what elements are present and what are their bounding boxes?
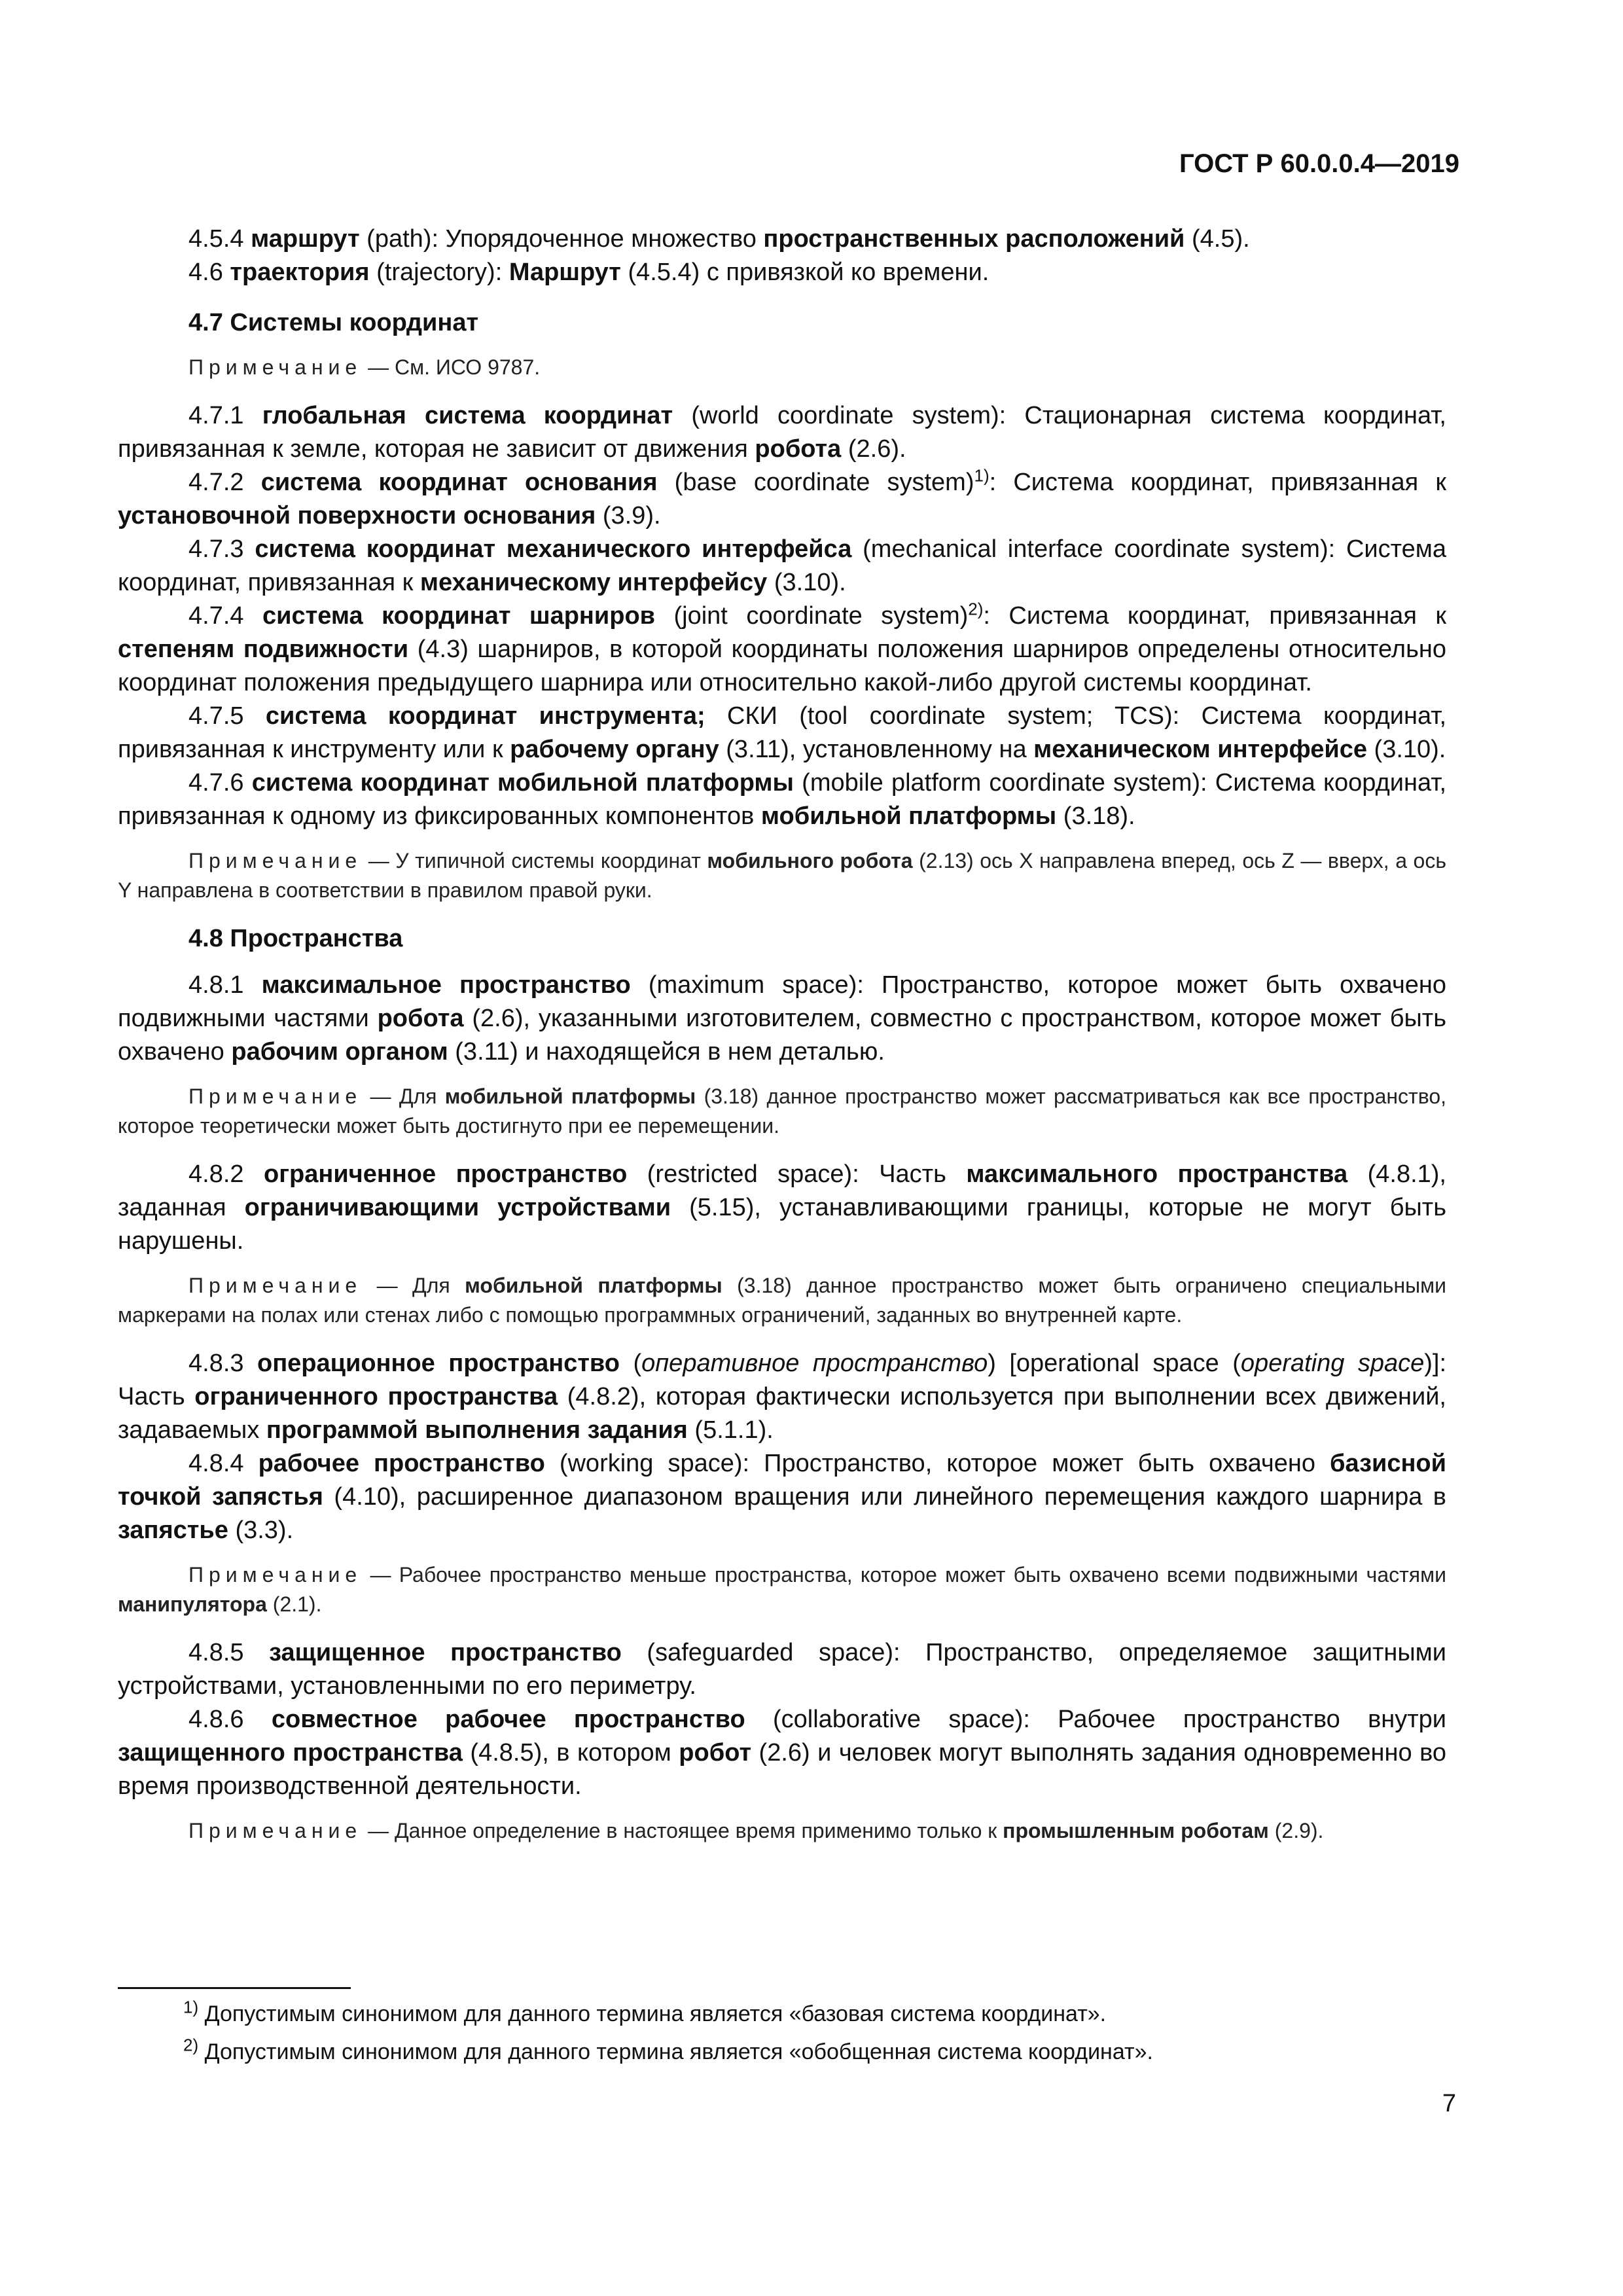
footnote-ref-2: 2) [968,599,984,619]
footnote-ref-1: 1) [974,465,990,486]
note-4-8-2: Примечание — Для мобильной платформы (3.18) данное пространство может быть ограничено специальными маркерами на полах или стенах либо с помощью программных ограничений, заданных во внутренней карте. [118,1274,1447,1327]
term-4-7-6: 4.7.6 система координат мобильной платформы (mobile platform coordinate system): Система координат, привязанная к одному из фиксированных компонентов мобильной платформы (3.18). [118,769,1447,830]
footnote-2: $^{2)}$ Допустимым синонимом для данного термина является «обобщенная система координат». [183,2035,1153,2064]
page-number: 7 [1442,2090,1456,2117]
note-4-8-6: Примечание — Данное определение в настоящее время применимо только к промышленным роботам (2.9). [188,1819,1324,1842]
footnote-separator [118,1987,351,1989]
term-4-6: 4.6 траектория (trajectory): Маршрут (4.5.4) с привязкой ко времени. [188,259,990,286]
section-heading-4-8: 4.8 Пространства [188,925,403,952]
term-4-8-2: 4.8.2 ограниченное пространство (restricted space): Часть максимального пространства (4.8.1), заданная ограничивающими устройствами (5.15), устанавливающими границы, которые не могут быть нарушены. [118,1160,1446,1255]
term-4-7-4: 4.7.4 система координат шарниров (joint coordinate system)$^{2)}$: Система координат, привязанная к степеням подвижности (4.3) шарниров, в которой координаты положения шарниров определены относительно координат положения предыдущего шарнира или относительно какой-либо другой системы координат. [118,599,1446,696]
footnote-1: $^{1)}$ Допустимым синонимом для данного термина является «базовая система координат». [183,1997,1107,2026]
standard-designation: ГОСТ Р 60.0.0.4—2019 [1179,149,1459,178]
note-4-8-1: Примечание — Для мобильной платформы (3.18) данное пространство может рассматриваться как все пространство, которое теоретически может быть достигнуто при ее перемещении. [118,1085,1447,1138]
term-4-7-2: 4.7.2 система координат основания (base coordinate system)$^{1)}$: Система координат, привязанная к установочной поверхности основания (3.9). [118,465,1447,529]
document-body [118,223,1446,1863]
note-4-7-6: Примечание — У типичной системы координат мобильного робота (2.13) ось X направлена вперед, ось Z — вверх, а ось Y направлена в соответствии в правилом правой руки. [118,849,1447,902]
note-4-8-4: Примечание — Рабочее пространство меньше пространства, которое может быть охвачено всеми подвижными частями манипулятора (2.1). [118,1563,1446,1616]
term-4-8-6: 4.8.6 совместное рабочее пространство (collaborative space): Рабочее пространство внутри защищенного пространства (4.8.5), в котором робот (2.6) и человек могут выполнять задания одновременно во время производственной деятельности. [118,1706,1447,1800]
term-4-7-5: 4.7.5 система координат инструмента; СКИ (tool coordinate system; TCS): Система координат, привязанная к инструменту или к рабочему органу (3.11), установленному на механическом интерфейсе (3.10). [118,702,1447,763]
term-4-8-4: 4.8.4 рабочее пространство (working space): Пространство, которое может быть охвачено базисной точкой запястья (4.10), расширенное диапазоном вращения или линейного перемещения каждого шарнира в запястье (3.3). [118,1450,1446,1544]
term-4-7-1: 4.7.1 глобальная система координат (world coordinate system): Стационарная система координат, привязанная к земле, которая не зависит от движения робота (2.6). [118,402,1446,463]
note-4-7: Примечание — См. ИСО 9787. [188,355,541,379]
term-4-8-5: 4.8.5 защищенное пространство (safeguarded space): Пространство, определяемое защитными устройствами, установленными по его периметру. [118,1639,1446,1700]
term-4-7-3: 4.7.3 система координат механического интерфейса (mechanical interface coordinate system): Система координат, привязанная к механическому интерфейсу (3.10). [118,535,1446,596]
term-4-5-4: 4.5.4 маршрут (path): Упорядоченное множество пространственных расположений (4.5). [188,225,1250,253]
footnotes [183,1998,1427,2073]
term-4-8-3: 4.8.3 операционное пространство (оперативное пространство) [operational space (operating space)]: Часть ограниченного пространства (4.8.2), которая фактически используется при выполнении всех движений, задаваемых программой выполнения задания (5.1.1). [118,1350,1447,1444]
section-heading-4-7: 4.7 Системы координат [188,309,479,336]
term-4-8-1: 4.8.1 максимальное пространство (maximum space): Пространство, которое может быть охвачено подвижными частями робота (2.6), указанными изготовителем, совместно с пространством, которое может быть охвачено рабочим органом (3.11) и находящейся в нем деталью. [118,971,1446,1066]
